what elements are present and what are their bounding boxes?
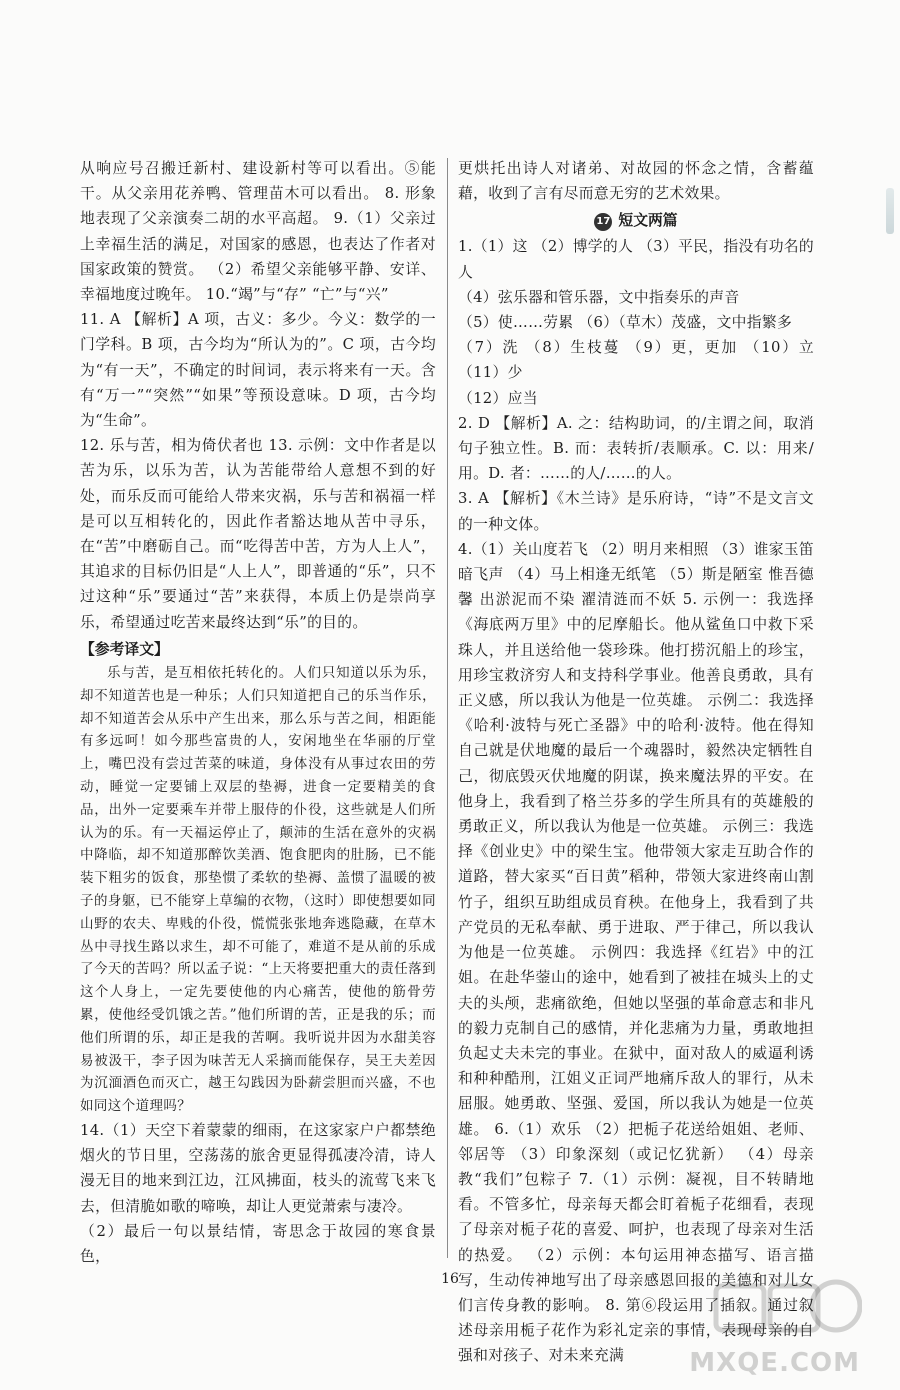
question-1-line: （4）弦乐器和管乐器，文中指奏乐的声音 — [458, 288, 740, 306]
question-3-answer: 3. A 【解析】《木兰诗》是乐府诗，“诗”不是文言文的一种文体。 — [458, 490, 814, 533]
right-intro-paragraph: 更烘托出诗人对诸弟、对故园的怀念之情，含蓄蕴藉，收到了言有尽而意无穷的艺术效果。 — [458, 160, 814, 203]
left-paragraph: 11. A 【解析】A 项，古义：多少。今义：数学的一门学科。B 项，古今均为“所认为的”。C 项，古今均为“有一天”，不确定的时间词，表示将来有一天。含有“万一”“突然”“如果”等预设意味。D 项，古今均为“生命”。 — [80, 311, 436, 430]
right-column — [458, 156, 814, 1369]
page-edge-mark — [886, 188, 894, 234]
column-divider — [447, 158, 448, 1258]
left-column — [80, 156, 436, 1269]
question-1-line: （5）使……劳累 （6）（草木）茂盛，文中指繁多 — [458, 314, 793, 332]
question-2-answer: 2. D 【解析】A. 之：结构助词，的/主谓之间，取消句子独立性。B. 而：表转折/表顺承。C. 以：用来/用。D. 者：……的人/……的人。 — [458, 414, 814, 483]
questions-4-to-8-answers: 4.（1）关山度若飞 （2）明月来相照 （3）谁家玉笛暗飞声 （4）马上相逢无纸笔 （5）斯是陋室 惟吾德馨 出淤泥而不染 濯清涟而不妖 5. 示例一：我选择《海底两万里》中的尼摩船长。他从鲨鱼口中救下采珠人，并且送给他一袋珍珠。他打捞沉船上的珍宝，用珍宝救济穷人和支持科学事业。他善良勇敢，具有正义感，所以我认为他是一位英雄。 示例二：我选择《哈利·波特与死亡圣器》中的哈利·波特。他在得知自己就是伏地魔的最后一个魂器时，毅然决定牺牲自己，彻底毁灭伏地魔的阴谋，换来魔法界的平安。在他身上，我看到了格兰芬多的学生所具有的英雄般的勇敢正义，所以我认为他是一位英雄。 示例三：我选择《创业史》中的梁生宝。他带领大家走互助合作的道路，替大家买“百日黄”稻种，带领大家进终南山割竹子，组织互助组成员育秧。在他身上，我看到了共产党员的无私奉献、勇于进取、严于律己，所以我认为他是一位英雄。 示例四：我选择《红岩》中的江姐。在赴华蓥山的途中，她看到了被挂在城头上的丈夫的头颅，悲痛欲绝，但她以坚强的革命意志和非凡的毅力克制自己的感情，并化悲痛为力量，勇敢地担负起丈夫未完的事业。在狱中，面对敌人的威逼利诱和种种酷刑，江姐义正词严地痛斥敌人的罪行，从未屈服。她勇敢、坚强、爱国，所以我认为她是一位英雄。 6.（1）欢乐 （2）把栀子花送给姐姐、老师、邻居等 （3）印象深刻（或记忆犹新） （4）母亲教“我们”包粽子 7.（1）示例：凝视，目不转睛地看。不管多忙，母亲每天都会盯着栀子花细看，表现了母亲对栀子花的喜爱、呵护，也表现了母亲对生活的热爱。 （2）示例：本句运用神态描写、语言描写，生动传神地写出了母亲感恩回报的美德和对儿女们言传身教的影响。 8. 第⑥段运用了插叙。通过叙述母亲用栀子花作为彩礼定亲的事情，表现母亲的自强和对孩子、对未来充满 — [458, 540, 814, 1365]
reference-translation-heading: 【参考译文】 — [80, 640, 169, 658]
left-paragraph: 12. 乐与苦，相为倚伏者也 13. 示例：文中作者是以苦为乐，以乐为苦，认为苦能带给人意想不到的好处，而乐反而可能给人带来灾祸，乐与苦和祸福一样是可以互相转化的，因此作者豁达地从苦中寻乐，在“苦”中磨砺自己。而“吃得苦中苦，方为人上人”，其追求的目标仍旧是“人上人”，即普通的“乐”，只不过这种“乐”要通过“苦”来获得，本质上仍是崇尚享乐，希望通过吃苦来最终达到“乐”的目的。 — [80, 437, 436, 631]
question-1-line: （12）应当 — [458, 389, 538, 407]
question-14-answer-1: 14.（1）天空下着蒙蒙的细雨，在这家家户户都禁绝烟火的节日里，空荡荡的旅舍更显得孤凄冷清，诗人漫无目的地来到江边，江风拂面，枝头的流莺飞来飞去，但清脆如歌的啼唤，却让人更觉萧索与凄冷。 — [80, 1122, 436, 1215]
page-number: 16 — [441, 1271, 459, 1287]
left-paragraph: 从响应号召搬迁新村、建设新村等可以看出。⑤能干。从父亲用花养鸭、管理苗木可以看出。 8. 形象地表现了父亲演奏二胡的水平高超。 9.（1）父亲过上幸福生活的满足，对国家的感恩，也表达了作者对国家政策的赞赏。 （2）希望父亲能够平静、安详、幸福地度过晚年。 10.“竭”与“存” “亡”与“兴” — [80, 160, 436, 304]
question-14-answer-2: （2）最后一句以景结情，寄思念于故园的寒食景色， — [80, 1222, 436, 1266]
question-1-line: （7）洗 （8）生枝蔓 （9）更，更加 （10）立 （11）少 — [458, 339, 814, 382]
reference-translation-text: 乐与苦，是互相依托转化的。人们只知道以乐为乐，却不知道苦也是一种乐；人们只知道把自己的乐当作乐，却不知道苦会从乐中产生出来，那么乐与苦之间，相距能有多远呵！如今那些富贵的人，安闲地坐在华丽的厅堂上，嘴巴没有尝过苦菜的味道，身体没有从事过农田的劳动，睡觉一定要铺上双层的垫褥，进食一定要精美的食品，出外一定要乘车并带上服侍的仆役，这些就是人们所认为的乐。有一天福运停止了，颠沛的生活在意外的灾祸中降临，却不知道那醉饮美酒、饱食肥肉的肚肠，已不能装下粗劣的饭食，那垫惯了柔软的垫褥、盖惯了温暖的被子的身躯，已不能穿上草编的衣物，（这时）即使想要如同山野的农夫、卑贱的仆役，慌慌张张地奔逃隐藏，在草木丛中寻找生路以求生，却不可能了，难道不是从前的乐成了今天的苦吗？所以孟子说：“上天将要把重大的责任落到这个人身上，一定先要使他的内心痛苦，使他的筋骨劳累，使他经受饥饿之苦。”他们所谓的苦，正是我的乐；而他们所谓的乐，却正是我的苦啊。我听说井因为水甜美容易被汲干，李子因为味苦无人采摘而能保存，吴王夫差因为沉湎酒色而灭亡，越王勾践因为卧薪尝胆而兴盛，不也如同这个道理吗？ — [80, 665, 436, 1115]
lesson-heading — [458, 208, 814, 234]
lesson-number-badge: 17 — [594, 213, 612, 231]
watermark-url: MXQE.COM — [689, 1348, 860, 1378]
question-1-line: 1.（1）这 （2）博学的人 （3）平民，指没有功名的人 — [458, 238, 814, 281]
lesson-title: 短文两篇 — [618, 212, 678, 230]
